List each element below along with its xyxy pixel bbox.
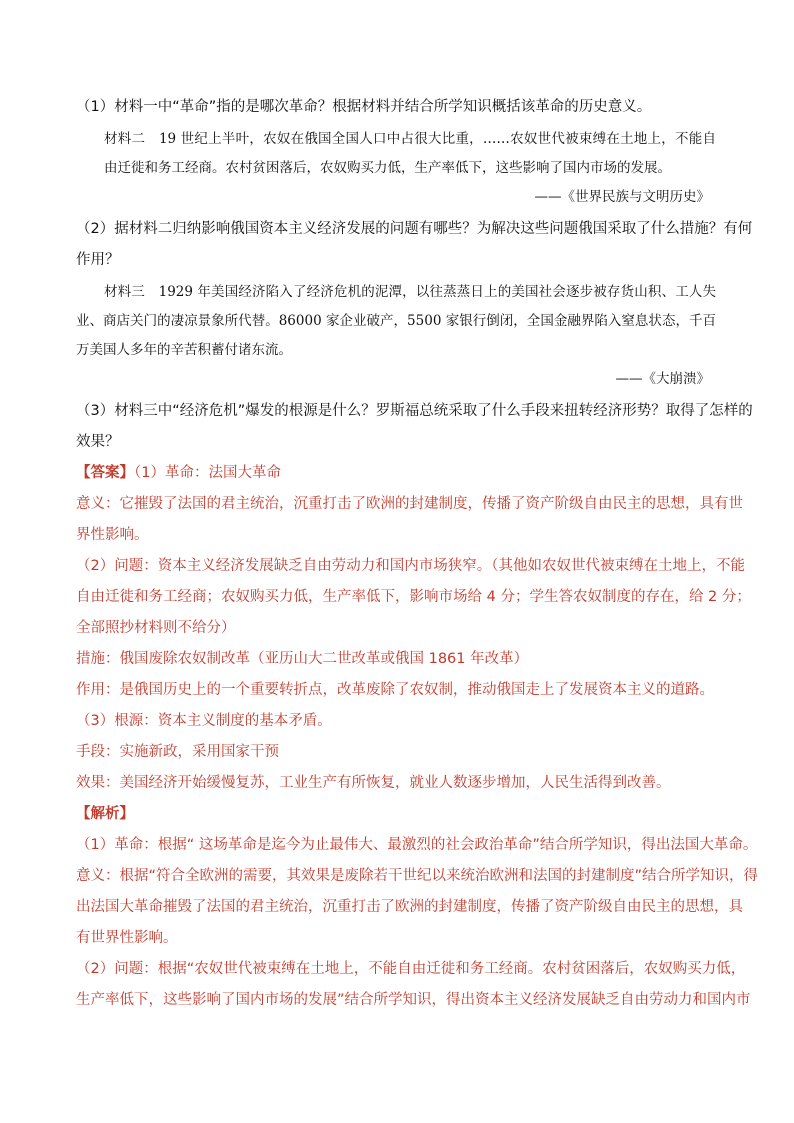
answer-2-effect: 作用：是俄国历史上的一个重要转折点，改革废除了农奴制，推动俄国走上了发展资本主义的道路。 [76, 682, 714, 698]
question-2-line-1: （2）据材料二归纳影响俄国资本主义经济发展的问题有哪些？为解决这些问题俄国采取了什么措施？有何 [76, 221, 753, 237]
answer-tag: 【答案】 [76, 465, 134, 481]
question-2-line-2: 作用？ [76, 252, 120, 268]
answer-head [76, 458, 716, 489]
analysis-2-line-2: 生产率低下，这些影响了国内市场的发展”结合所学知识，得出资本主义经济发展缺乏自由劳动力和国内市 [76, 992, 751, 1008]
material-3-line-1: 材料三 1929 年美国经济陷入了经济危机的泥潭，以往蒸蒸日上的美国社会逐步被存货山积、工人失 [104, 284, 716, 300]
question-3-line-2: 效果？ [76, 434, 120, 450]
answer-3-effect: 效果：美国经济开始缓慢复苏，工业生产有所恢复，就业人数逐步增加，人民生活得到改善。 [76, 775, 671, 791]
material-2 [76, 125, 716, 212]
analysis-2-line-1: （2）问题：根据“农奴世代被束缚在土地上，不能自由迁徙和务工经商。农村贫困落后，农奴购买力低， [76, 961, 746, 977]
answer-3-means: 手段：实施新政，采用国家干预 [76, 744, 279, 760]
answer-2-line-2: 自由迁徙和务工经商；农奴购买力低，生产率低下，影响市场给 4 分；学生答农奴制度的存在，给 2 分； [76, 589, 751, 605]
material-3 [76, 278, 716, 394]
material-2-line-2: 由迁徙和务工经商。农村贫困落后，农奴购买力低，生产率低下，这些影响了国内市场的发展。 [104, 160, 671, 176]
analysis-1-line-1: （1）革命：根据“ 这场革命是迄今为止最伟大、最激烈的社会政治革命”结合所学知识，得出法国大革命。 [76, 837, 758, 853]
material-2-line-1: 材料二 19 世纪上半叶，农奴在俄国全国人口中占很大比重，……农奴世代被束缚在土地上，不能自 [104, 131, 716, 147]
answer-1-significance-2: 界性影响。 [76, 527, 149, 543]
material-3-source: ——《大崩溃》 [615, 371, 710, 387]
analysis-1-line-2: 意义：根据“符合全欧洲的需要，其效果是废除若干世纪以来统治欧洲和法国的封建制度”结合所学知识，得 [76, 868, 759, 884]
material-3-line-3: 万美国人多年的辛苦积蓄付诸东流。 [76, 342, 292, 358]
material-3-line-2: 业、商店关门的凄凉景象所代替。86000 家企业破产，5500 家银行倒闭，全国金融界陷入窒息状态，千百 [76, 313, 716, 329]
material-2-source: ——《世界民族与文明历史》 [534, 189, 710, 205]
analysis-1-line-3: 出法国大革命摧毁了法国的君主统治，沉重打击了欧洲的封建制度，传播了资产阶级自由民主的思想，具 [76, 899, 743, 915]
answer-3-root: （3）根源：资本主义制度的基本矛盾。 [76, 713, 332, 729]
question-3-line-1: （3）材料三中“经济危机”爆发的根源是什么？罗斯福总统采取了什么手段来扭转经济形势？取得了怎样的 [76, 403, 753, 419]
answer-2-line-1: （2）问题：资本主义经济发展缺乏自由劳动力和国内市场狭窄。（其他如农奴世代被束缚在土地上，不能 [76, 558, 745, 574]
answer-2-measure: 措施：俄国废除农奴制改革（亚历山大二世改革或俄国 1861 年改革） [76, 651, 529, 667]
analysis-tag: 【解析】 [76, 806, 134, 822]
question-1: （1）材料一中“革命”指的是哪次革命？根据材料并结合所学知识概括该革命的历史意义。 [76, 99, 652, 115]
analysis-head [76, 799, 716, 830]
answer-1-significance-1: 意义：它摧毁了法国的君主统治，沉重打击了欧洲的封建制度，传播了资产阶级自由民主的思想，具有世 [76, 496, 743, 512]
answer-1-head: （1）革命：法国大革命 [134, 465, 281, 481]
answer-2-line-3: 全部照抄材料则不给分） [76, 620, 236, 636]
analysis-1-line-4: 有世界性影响。 [76, 930, 178, 946]
